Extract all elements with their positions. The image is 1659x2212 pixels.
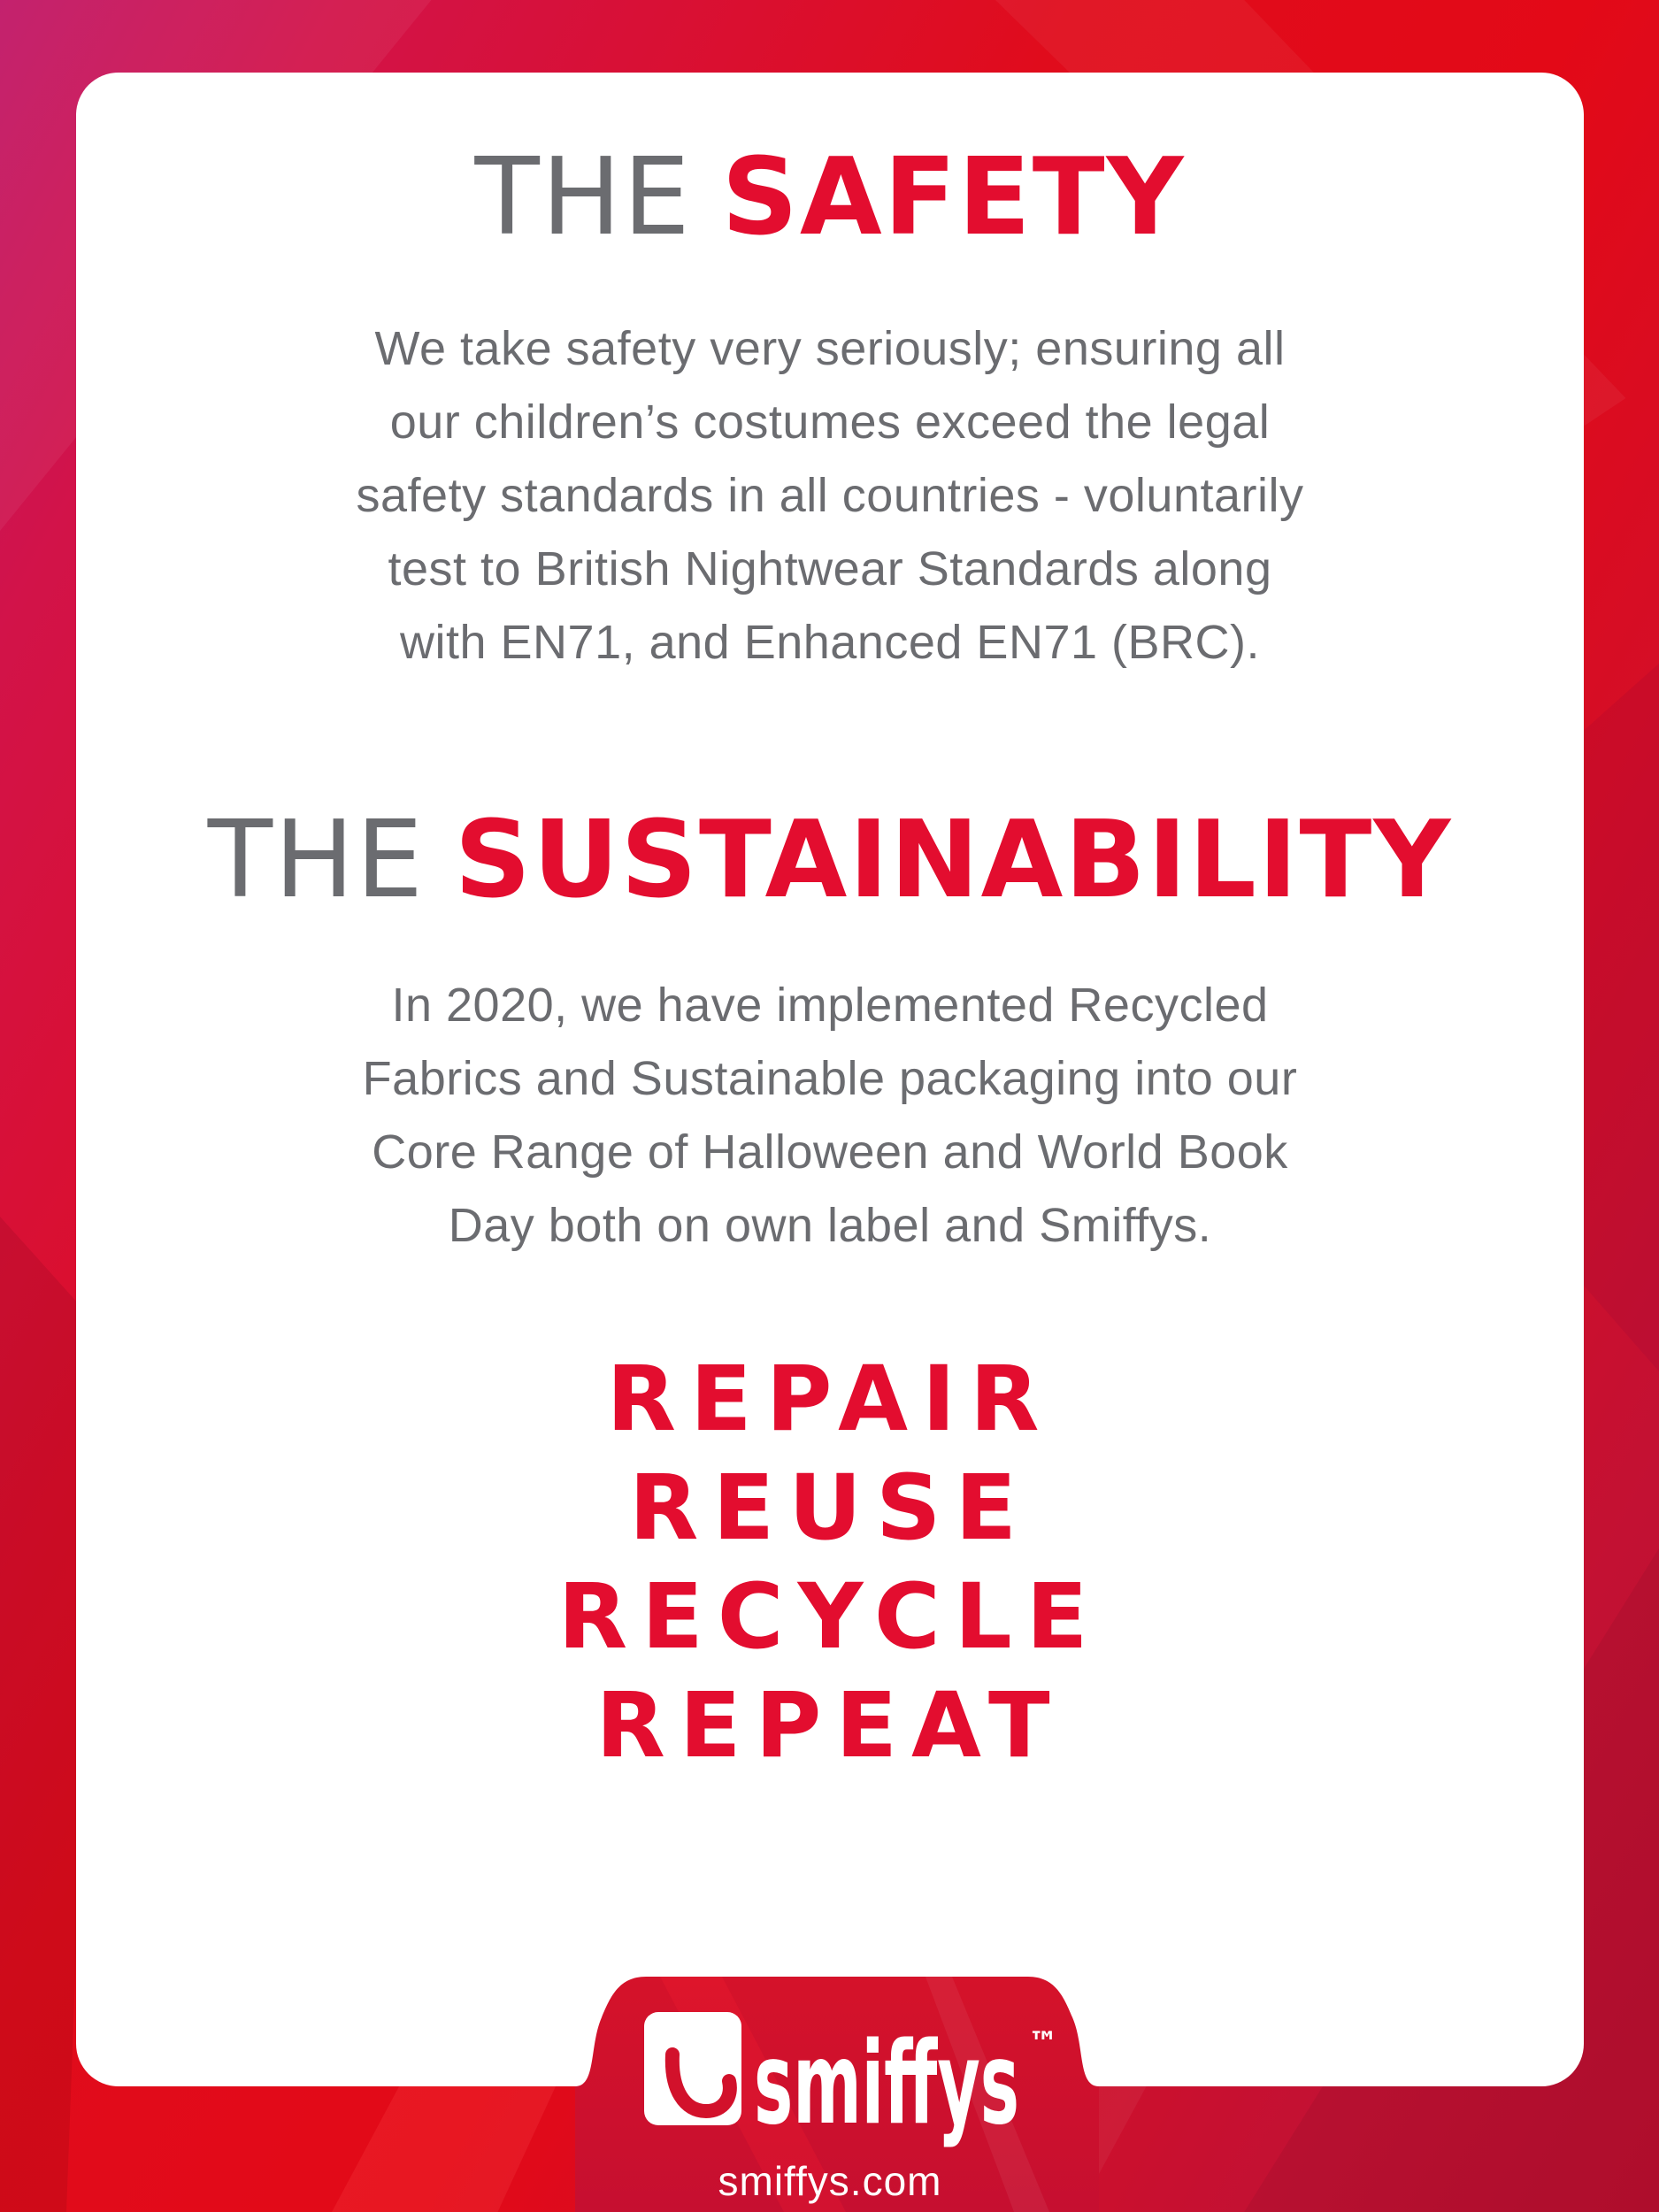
mantra-block: [76, 1345, 1584, 1780]
sustainability-heading: [76, 799, 1584, 922]
safety-heading-prefix: THE: [474, 136, 692, 259]
logo-wordmark: smiffys: [754, 2018, 1019, 2150]
sustainability-heading-emphasis: SUSTAINABILITY: [454, 799, 1453, 922]
safety-paragraph: We take safety very seriously; ensuring all our children’s costumes exceed the legal safety standards in all countries - voluntarily test to British Nightwear Standards along with EN71, and Enhanced EN71 (BRC).: [356, 322, 1304, 669]
safety-heading: [76, 136, 1584, 259]
mantra-line-repeat: REPEAT: [595, 1673, 1064, 1778]
mantra-line-recycle: RECYCLE: [557, 1564, 1102, 1670]
safety-heading-emphasis: SAFETY: [721, 136, 1186, 259]
sustainability-paragraph: In 2020, we have implemented Recycled Fabrics and Sustainable packaging into our Core Range of Halloween and World Book Day both on own label and Smiffys.: [362, 979, 1298, 1252]
mantra-line-reuse: REUSE: [628, 1455, 1032, 1561]
website-url: smiffys.com: [718, 2158, 942, 2204]
trademark-symbol: ™: [1028, 2025, 1058, 2061]
mantra-line-repair: REPAIR: [606, 1347, 1054, 1452]
sustainability-heading-prefix: THE: [207, 799, 426, 922]
